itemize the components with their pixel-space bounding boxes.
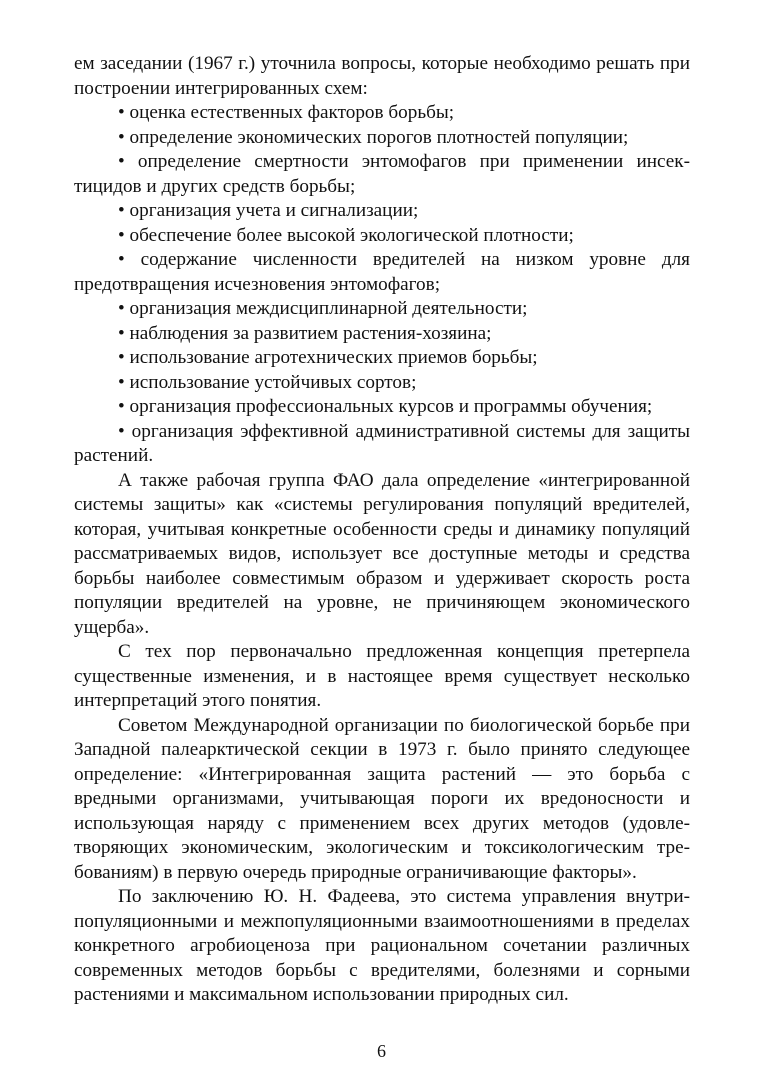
body-paragraph: Советом Международной организации по биологической борьбе при Западной палеарктической секции в 1973 г. было принято следующее определение: «Интегрированная защита растений — это борьба с вредными организмами, учитывающая пороги их вредоносности и использующая наряду с применением всех других методов (удовлетворяющих экономическим, экологическим и токсикологическим требованиям) в первую очередь природные ограничивающие факторы».	[74, 714, 690, 883]
bullet-item: • организация учета и сигнализации;	[118, 200, 419, 221]
bullet-item: • наблюдения за развитием растения-хозяина;	[118, 322, 492, 344]
bullet-item: • содержание численности вредителей на низком уровне для предотвращения исчезновения энтомофагов;	[74, 249, 690, 295]
bullet-item: • определение экономических порогов плотностей популяции;	[118, 126, 629, 148]
body-paragraph: По заключению Ю. Н. Фадеева, это система управления внутрипопуляционными и межпопуляционными взаимоотношениями в пределах конкретного агробиоценоза при рациональном сочетании различных современных методов борьбы с вредителями, болезнями и сорными растениями и максимальном использовании природных сил.	[74, 886, 690, 1005]
bullet-item: • оценка естественных факторов борьбы;	[118, 102, 455, 123]
page-body	[74, 52, 690, 1008]
page-number: 6	[377, 1041, 386, 1061]
bullet-item: • организация междисциплинарной деятельности;	[118, 298, 528, 319]
bullet-item: • обеспечение более высокой экологической плотности;	[118, 224, 574, 246]
bullet-item: • использование устойчивых сортов;	[118, 371, 417, 393]
bullet-item: • организация профессиональных курсов и программы обучения;	[118, 396, 653, 417]
body-paragraph: С тех пор первоначально предложенная концепция претерпела существенные изменения, и в настоящее время существует несколько интерпретаций этого понятия.	[74, 641, 690, 711]
bullet-item: • определение смертности энтомофагов при применении инсектицидов и других средств борьбы;	[74, 151, 690, 197]
intro-paragraph: ем заседании (1967 г.) уточнила вопросы, которые необходимо решать при построении интегрированных схем:	[74, 53, 690, 99]
bullet-item: • организация эффективной административной системы для защиты растений.	[74, 420, 690, 466]
body-paragraph: А также рабочая группа ФАО дала определение «интегрированной системы защиты» как «системы регулирования популяций вредителей, которая, учитывая конкретные особенности среды и динамику популяций рассматриваемых видов, использует все доступные методы и средства борьбы наиболее совместимым образом и удерживает скорость роста популяции вредителей на уровне, не причиняющем экономического ущерба».	[74, 469, 690, 638]
bullet-item: • использование агротехнических приемов борьбы;	[118, 347, 538, 368]
